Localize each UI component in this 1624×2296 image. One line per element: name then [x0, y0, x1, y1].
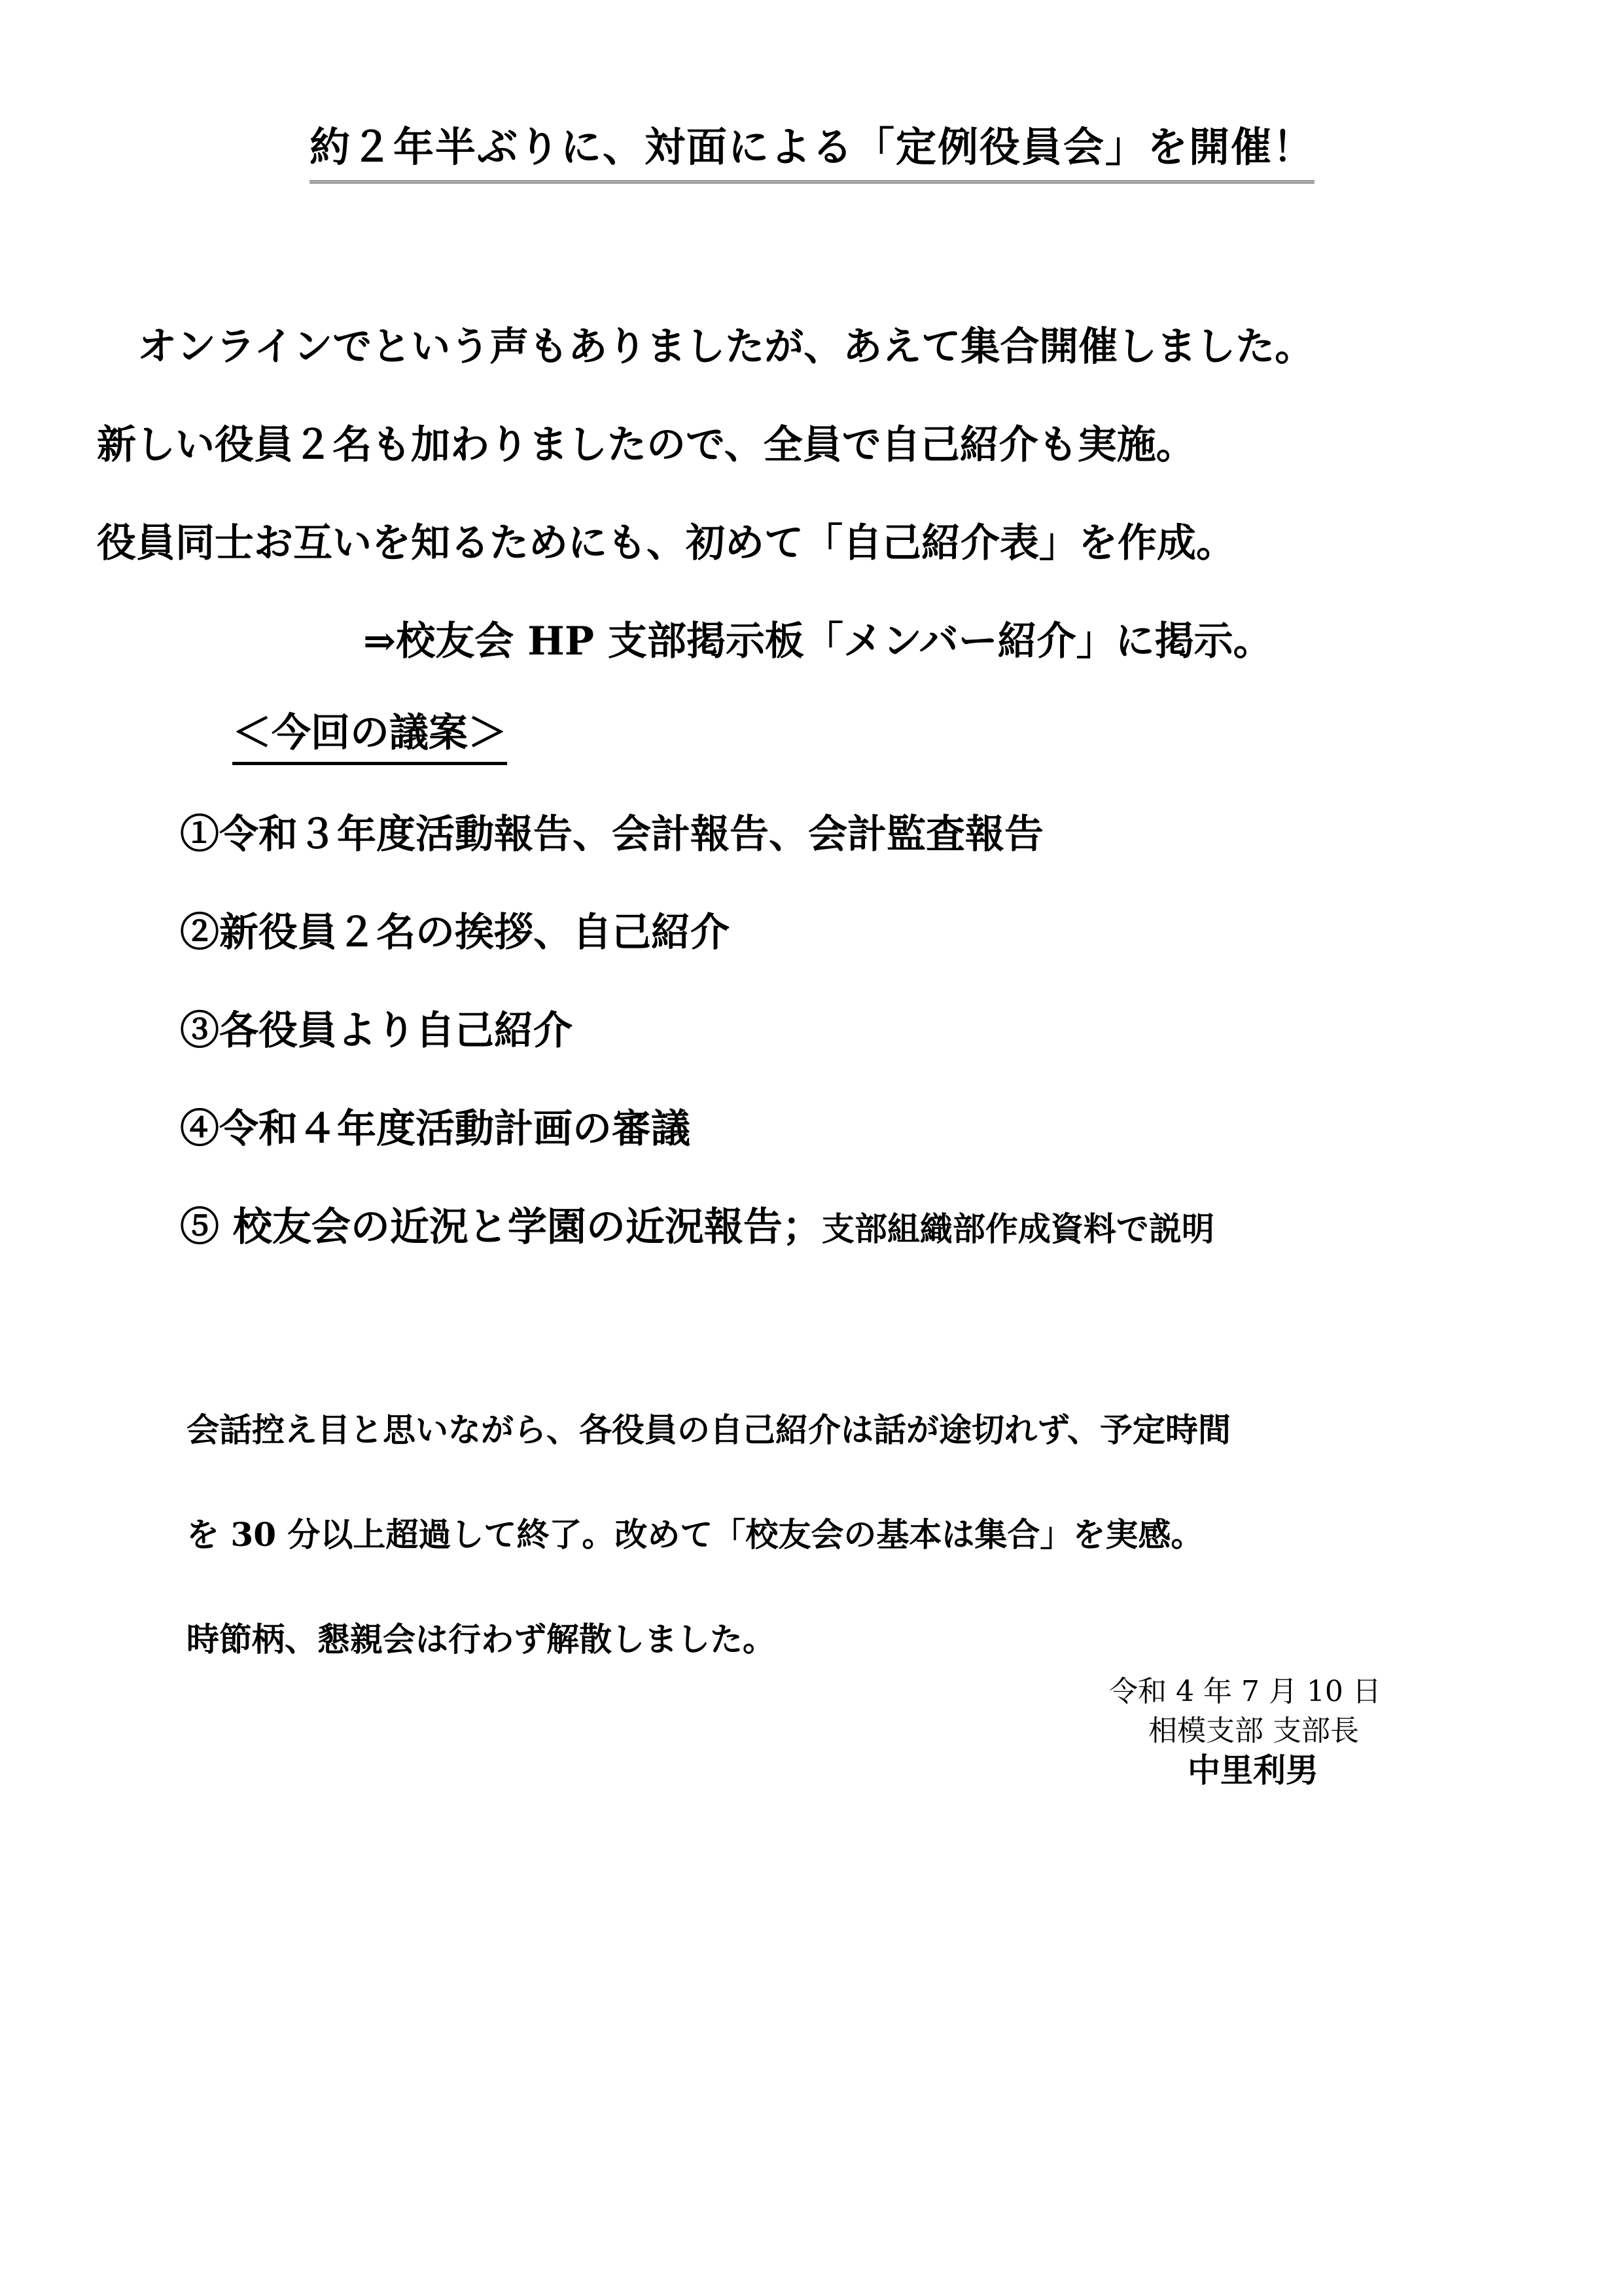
agenda-item-5-text: ⑤ 校友会の近況と学園の近況報告；	[180, 1204, 822, 1250]
intro-line-3: 役員同士お互いを知るためにも、初めて「自己紹介表」を作成。	[97, 520, 1235, 566]
agenda-item-2: ②新役員２名の挨拶、自己紹介	[180, 910, 730, 956]
signature-date: 令和 4 年 7 月 10 日	[1109, 1675, 1381, 1708]
agenda-item-4: ④令和４年度活動計画の審議	[180, 1106, 690, 1152]
intro-line-2: 新しい役員２名も加わりましたので、全員で自己紹介も実施。	[97, 422, 1195, 468]
intro-line-4: ⇒校友会 HP 支部掲示板「メンバー紹介」に掲示。	[363, 619, 1273, 664]
agenda-item-3: ③各役員より自己紹介	[180, 1008, 573, 1054]
document-title	[0, 118, 1624, 183]
agenda-item-5	[180, 1201, 1214, 1255]
agenda-item-1: ①令和３年度活動報告、会計報告、会計監査報告	[180, 812, 1044, 857]
signature-role: 相模支部 支部長	[1148, 1714, 1359, 1748]
closing-line-2: を 30 分以上超過して終了。改めて「校友会の基本は集合」を実感。	[186, 1515, 1204, 1554]
closing-line-1: 会話控え目と思いながら、各役員の自己紹介は話が途切れず、予定時間	[186, 1410, 1231, 1449]
signature-name: 中里利男	[1188, 1751, 1318, 1789]
agenda-item-5-note: 支部組織部作成資料で説明	[821, 1210, 1214, 1248]
closing-line-3: 時節柄、懇親会は行わず解散しました。	[186, 1620, 775, 1659]
agenda-heading	[232, 707, 507, 765]
title-text: 約２年半ぶりに、対面による「定例役員会」を開催！	[309, 118, 1315, 183]
intro-line-1: オンラインでという声もありましたが、あえて集合開催しました。	[137, 324, 1315, 370]
agenda-heading-text: ＜今回の議案＞	[232, 707, 507, 765]
